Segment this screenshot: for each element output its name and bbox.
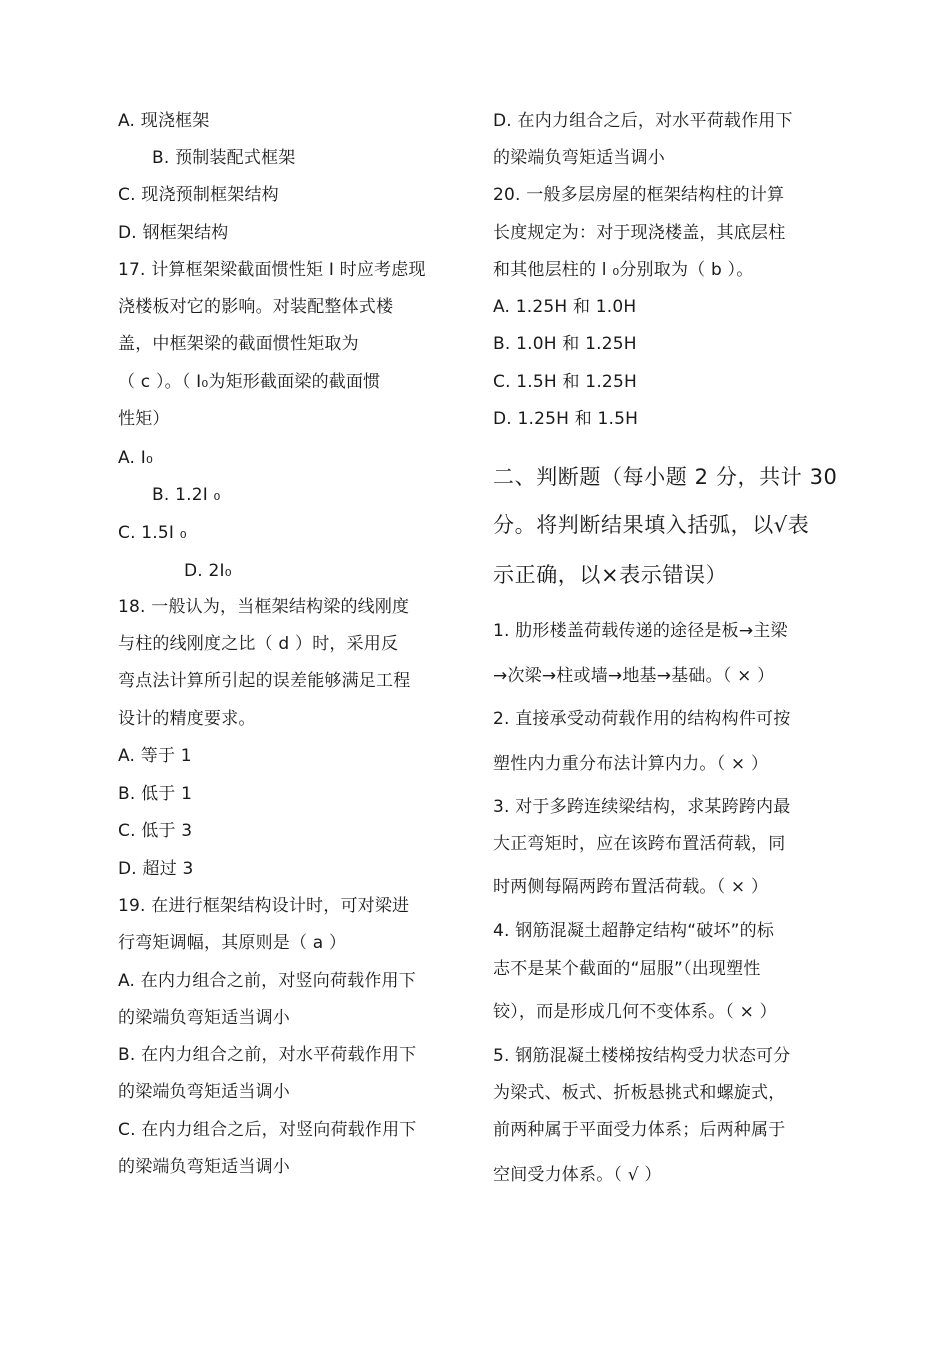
q19-option-a: A. 在内力组合之前，对竖向荷载作用下: [118, 971, 416, 991]
section-heading-line: 分。将判断结果填入括弧，以√表: [493, 513, 810, 537]
tf5-line: 前两种属于平面受力体系；后两种属于: [493, 1120, 786, 1140]
q17-text-line: （ c ）。（ I₀为矩形截面梁的截面惯: [118, 372, 381, 392]
q16-option-b: B. 预制装配式框架: [152, 148, 296, 168]
tf3-line: 时两侧每隔两跨布置活荷载。（ × ）: [493, 877, 769, 897]
tf5-line: 5. 钢筋混凝土楼梯按结构受力状态可分: [493, 1046, 791, 1066]
q20-option-a: A. 1.25H 和 1.0H: [493, 297, 637, 317]
q20-text-line: 长度规定为：对于现浇楼盖，其底层柱: [493, 223, 786, 243]
q19-option-d: D. 在内力组合之后，对水平荷载作用下: [493, 111, 793, 131]
q18-text-line: 18. 一般认为，当框架结构梁的线刚度: [118, 597, 410, 617]
tf3-line: 大正弯矩时，应在该跨布置活荷载，同: [493, 834, 786, 854]
q18-option-b: B. 低于 1: [118, 784, 193, 804]
q20-option-b: B. 1.0H 和 1.25H: [493, 334, 637, 354]
q18-text-line: 弯点法计算所引起的误差能够满足工程: [118, 671, 411, 691]
q18-option-a: A. 等于 1: [118, 746, 192, 766]
tf4-line: 铰），而是形成几何不变体系。（ × ）: [493, 1002, 777, 1022]
tf1-line: 1. 肋形楼盖荷载传递的途径是板→主梁: [493, 621, 788, 641]
tf4-line: 4. 钢筋混凝土超静定结构“破坏”的标: [493, 921, 775, 941]
q20-text-line: 和其他层柱的 l ₀分别取为（ b ）。: [493, 260, 754, 280]
q19-option-b-cont: 的梁端负弯矩适当调小: [118, 1082, 290, 1102]
tf5-line: 空间受力体系。（ √ ）: [493, 1165, 662, 1185]
q17-option-c: C. 1.5I ₀: [118, 523, 187, 543]
tf1-line: →次梁→柱或墙→地基→基础。（ × ）: [493, 666, 775, 686]
q19-option-a-cont: 的梁端负弯矩适当调小: [118, 1008, 290, 1028]
q19-option-b: B. 在内力组合之前，对水平荷载作用下: [118, 1045, 417, 1065]
q18-text-line: 设计的精度要求。: [118, 709, 256, 729]
q17-text-line: 盖，中框架梁的截面惯性矩取为: [118, 334, 359, 354]
q17-option-b: B. 1.2I ₀: [152, 485, 221, 505]
section-heading-line: 示正确，以×表示错误）: [493, 563, 728, 587]
tf2-line: 2. 直接承受动荷载作用的结构构件可按: [493, 709, 791, 729]
q17-option-a: A. I₀: [118, 448, 153, 468]
section-heading-line: 二、判断题（每小题 2 分，共计 30: [493, 465, 838, 489]
tf4-line: 志不是某个截面的“屈服”（出现塑性: [493, 959, 761, 979]
tf2-line: 塑性内力重分布法计算内力。（ × ）: [493, 754, 769, 774]
q19-text-line: 19. 在进行框架结构设计时，可对梁进: [118, 896, 410, 916]
q20-option-d: D. 1.25H 和 1.5H: [493, 409, 639, 429]
tf5-line: 为梁式、板式、折板悬挑式和螺旋式，: [493, 1083, 786, 1103]
q16-option-d: D. 钢框架结构: [118, 223, 229, 243]
q18-option-d: D. 超过 3: [118, 859, 194, 879]
q19-text-line: 行弯矩调幅，其原则是（ a ）: [118, 933, 347, 953]
q17-text-line: 浇楼板对它的影响。对装配整体式楼: [118, 297, 394, 317]
q17-text-line: 17. 计算框架梁截面惯性矩 I 时应考虑现: [118, 260, 426, 280]
q20-text-line: 20. 一般多层房屋的框架结构柱的计算: [493, 185, 785, 205]
q17-text-line: 性矩）: [118, 409, 170, 429]
q16-option-a: A. 现浇框架: [118, 111, 210, 131]
q20-option-c: C. 1.5H 和 1.25H: [493, 372, 637, 392]
q19-option-c: C. 在内力组合之后，对竖向荷载作用下: [118, 1120, 417, 1140]
q18-option-c: C. 低于 3: [118, 821, 193, 841]
q18-text-line: 与柱的线刚度之比（ d ）时，采用反: [118, 634, 399, 654]
q16-option-c: C. 现浇预制框架结构: [118, 185, 279, 205]
q19-option-d-cont: 的梁端负弯矩适当调小: [493, 148, 665, 168]
q17-option-d: D. 2I₀: [184, 561, 232, 581]
tf3-line: 3. 对于多跨连续梁结构，求某跨跨内最: [493, 797, 791, 817]
q19-option-c-cont: 的梁端负弯矩适当调小: [118, 1157, 290, 1177]
